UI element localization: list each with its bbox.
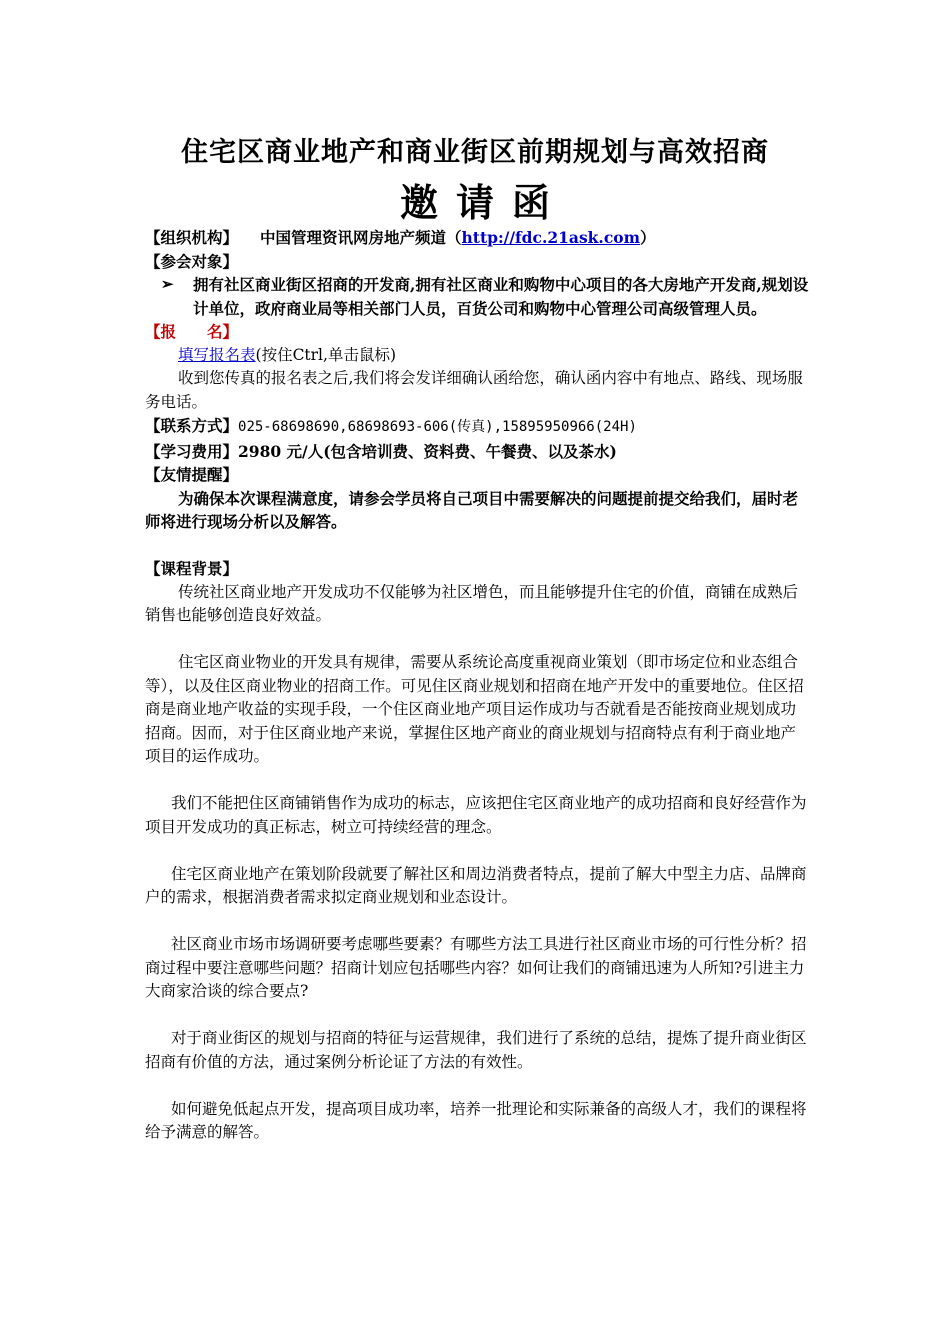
fee-row: [145, 440, 810, 464]
organizer-link[interactable]: http://fdc.21ask.com: [461, 228, 640, 247]
background-label: 【课程背景】: [145, 559, 239, 578]
signup-form-note: (按住Ctrl,单击鼠标): [255, 345, 396, 364]
arrow-bullet-icon: ➢: [161, 275, 174, 293]
spacer: [145, 769, 810, 793]
fee-label: 【学习费用】: [145, 441, 239, 461]
spacer: [145, 534, 810, 558]
contact-label: 【联系方式】: [145, 416, 239, 435]
organizer-label: 【组织机构】: [145, 228, 239, 247]
audience-text: 拥有社区商业街区招商的开发商,拥有社区商业和购物中心项目的各大房地产开发商,规划设计单位，政府商业局等相关部门人员，百货公司和购物中心管理公司高级管理人员。: [193, 275, 809, 318]
audience-item: [145, 273, 810, 320]
organizer-close: ）: [640, 228, 656, 247]
spacer: [145, 1074, 810, 1098]
document-title: 住宅区商业地产和商业街区前期规划与高效招商: [181, 137, 769, 168]
background-paragraph: 如何避免低起点开发，提高项目成功率，培养一批理论和实际兼备的高级人才，我们的课程将给予满意的解答。: [145, 1099, 807, 1141]
background-paragraph: 传统社区商业地产开发成功不仅能够为社区增色，而且能够提升住宅的价值，商铺在成熟后销售也能够创造良好效益。: [145, 582, 799, 624]
signup-description: 收到您传真的报名表之后,我们将会发详细确认函给您，确认函内容中有地点、路线、现场服务电话。: [145, 369, 803, 411]
spacer: [145, 910, 810, 934]
spacer: [145, 628, 810, 652]
document-subtitle: 邀请函: [399, 180, 568, 225]
contact-text: 025-68698690,68698693-606(传真),15895950966(24H): [238, 419, 637, 435]
reminder-text: 为确保本次课程满意度，请参会学员将自己项目中需要解决的问题提前提交给我们，届时老师将进行现场分析以及解答。: [145, 488, 799, 531]
spacer: [145, 1004, 810, 1028]
signup-form-link[interactable]: 填写报名表: [178, 345, 256, 364]
organizer-text: 中国管理资讯网房地产频道（: [260, 228, 462, 247]
background-paragraph: 社区商业市场市场调研要考虑哪些要素？有哪些方法工具进行社区商业市场的可行性分析？招商过程中要注意哪些问题？招商计划应包括哪些内容？如何让我们的商铺迅速为人所知?引进主力大商家洽谈的综合要点?: [145, 935, 807, 1000]
audience-label: 【参会对象】: [145, 251, 239, 271]
signup-form-row: [145, 344, 810, 368]
background-paragraph: 住宅区商业地产在策划阶段就要了解社区和周边消费者特点，提前了解大中型主力店、品牌商户的需求，根据消费者需求拟定商业规划和业态设计。: [145, 864, 807, 906]
organizer-row: [145, 226, 810, 250]
background-paragraph: 对于商业街区的规划与招商的特征与运营规律，我们进行了系统的总结，提炼了提升商业街区招商有价值的方法，通过案例分析论证了方法的有效性。: [145, 1029, 807, 1071]
background-paragraph: 我们不能把住区商铺销售作为成功的标志，应该把住宅区商业地产的成功招商和良好经营作为项目开发成功的真正标志，树立可持续经营的理念。: [145, 794, 807, 836]
document-body: [145, 226, 810, 1145]
contact-row: [145, 414, 810, 440]
reminder-label: 【友情提醒】: [145, 465, 239, 484]
fee-text: 2980 元/人(包含培训费、资料费、午餐费、以及茶水): [238, 441, 617, 461]
signup-label: 【报 名】: [145, 322, 239, 341]
spacer: [145, 839, 810, 863]
background-paragraph: 住宅区商业物业的开发具有规律，需要从系统论高度重视商业策划（即市场定位和业态组合等），以及住区商业物业的招商工作。可见住区商业规划和招商在地产开发中的重要地位。住区招商是商业地产收益的实现手段，一个住区商业地产项目运作成功与否就看是否能按商业规划成功招商。因而，对于住区商业地产来说，掌握住区地产商业的商业规划与招商特点有利于商业地产项目的运作成功。: [145, 653, 804, 765]
